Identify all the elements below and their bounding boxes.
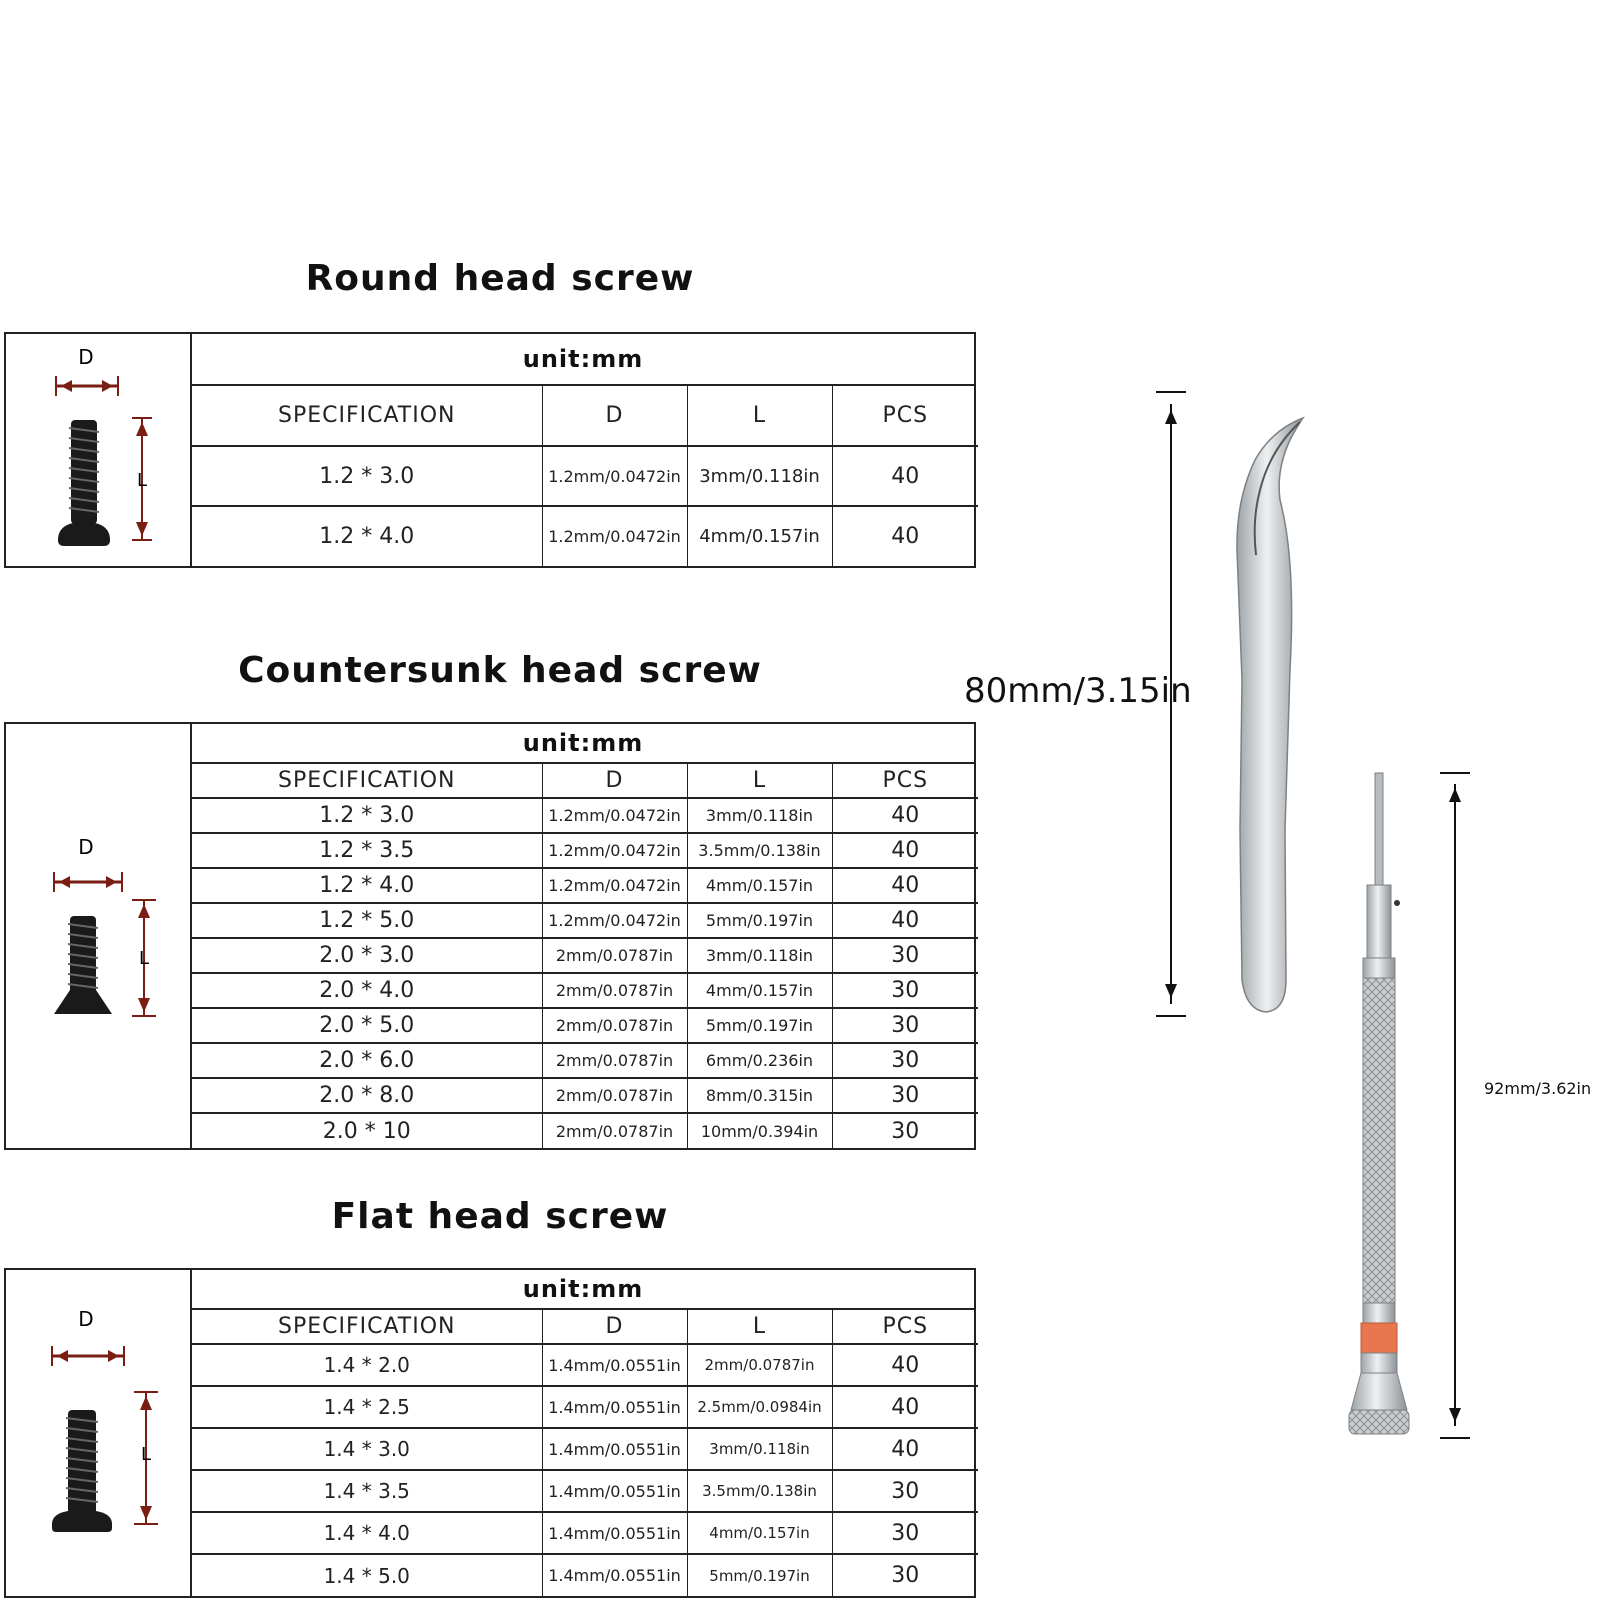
cell-d: 2mm/0.0787in xyxy=(542,1113,687,1148)
screw-diagram-round xyxy=(6,334,192,566)
cell-l: 4mm/0.157in xyxy=(687,1512,832,1554)
cell-pcs: 30 xyxy=(832,938,978,973)
cell-spec: 1.2 * 3.0 xyxy=(192,446,542,506)
cell-l: 3mm/0.118in xyxy=(687,938,832,973)
diameter-label: D xyxy=(78,345,94,369)
cell-d: 1.2mm/0.0472in xyxy=(542,506,687,566)
cell-d: 1.2mm/0.0472in xyxy=(542,903,687,938)
screwdriver-dimension-line xyxy=(1440,773,1470,1438)
table-header-row xyxy=(192,1310,978,1344)
cell-spec: 2.0 * 10 xyxy=(192,1113,542,1148)
length-label: L xyxy=(140,1444,152,1465)
cell-pcs: 40 xyxy=(832,1344,978,1386)
screw-diagram-countersunk xyxy=(6,724,192,1148)
cell-pcs: 40 xyxy=(832,1428,978,1470)
cell-d: 2mm/0.0787in xyxy=(542,1078,687,1113)
header-d: D xyxy=(542,386,687,446)
table-row xyxy=(192,506,978,566)
cell-l: 4mm/0.157in xyxy=(687,868,832,903)
tweezers-length-label: 80mm/3.15in xyxy=(964,671,1192,711)
cell-d: 1.2mm/0.0472in xyxy=(542,868,687,903)
cell-d: 1.2mm/0.0472in xyxy=(542,446,687,506)
header-d: D xyxy=(542,1310,687,1344)
cell-l: 3.5mm/0.138in xyxy=(687,833,832,868)
cell-pcs: 40 xyxy=(832,446,978,506)
table-row xyxy=(192,1078,978,1113)
cell-pcs: 30 xyxy=(832,1008,978,1043)
table-row xyxy=(192,1470,978,1512)
cell-l: 2.5mm/0.0984in xyxy=(687,1386,832,1428)
spec-table-round xyxy=(192,386,978,566)
screwdriver xyxy=(1349,773,1409,1434)
cell-l: 4mm/0.157in xyxy=(687,506,832,566)
table-row xyxy=(192,973,978,1008)
header-pcs: PCS xyxy=(832,764,978,798)
flat-head-spec-block xyxy=(4,1268,976,1598)
header-specification: SPECIFICATION xyxy=(277,403,456,428)
cell-d: 1.4mm/0.0551in xyxy=(542,1554,687,1596)
cell-spec: 1.4 * 3.0 xyxy=(192,1428,542,1470)
cell-d: 1.4mm/0.0551in xyxy=(542,1470,687,1512)
cell-d: 2mm/0.0787in xyxy=(542,973,687,1008)
cell-l: 3mm/0.118in xyxy=(687,798,832,833)
cell-spec: 1.2 * 3.0 xyxy=(192,798,542,833)
tweezers xyxy=(1237,418,1303,1012)
diameter-label: D xyxy=(78,1307,94,1331)
section-title-round: Round head screw xyxy=(305,258,695,299)
cell-pcs: 30 xyxy=(832,1043,978,1078)
header-specification: SPECIFICATION xyxy=(277,768,456,793)
table-row xyxy=(192,1113,978,1148)
cell-pcs: 30 xyxy=(832,1512,978,1554)
cell-pcs: 30 xyxy=(832,1470,978,1512)
cell-spec: 1.4 * 4.0 xyxy=(192,1512,542,1554)
cell-spec: 1.2 * 4.0 xyxy=(192,506,542,566)
round-head-spec-block xyxy=(4,332,976,568)
cell-d: 1.4mm/0.0551in xyxy=(542,1386,687,1428)
cell-l: 3.5mm/0.138in xyxy=(687,1470,832,1512)
header-specification: SPECIFICATION xyxy=(277,1314,456,1339)
cell-spec: 1.4 * 3.5 xyxy=(192,1470,542,1512)
countersunk-head-screw-icon xyxy=(6,724,192,1148)
cell-pcs: 30 xyxy=(832,973,978,1008)
cell-d: 2mm/0.0787in xyxy=(542,1008,687,1043)
unit-label: unit:mm xyxy=(192,1270,974,1310)
round-head-screw-icon xyxy=(6,334,192,566)
cell-spec: 2.0 * 3.0 xyxy=(192,938,542,973)
table-row xyxy=(192,1344,978,1386)
cell-l: 5mm/0.197in xyxy=(687,1008,832,1043)
length-label: L xyxy=(136,470,148,491)
screw-diagram-flat xyxy=(6,1270,192,1596)
diameter-label: D xyxy=(78,835,94,859)
header-l: L xyxy=(687,386,832,446)
cell-spec: 1.4 * 5.0 xyxy=(192,1554,542,1596)
cell-spec: 1.4 * 2.5 xyxy=(192,1386,542,1428)
cell-pcs: 40 xyxy=(832,1386,978,1428)
section-title-countersunk: Countersunk head screw xyxy=(238,650,762,691)
cell-d: 2mm/0.0787in xyxy=(542,1043,687,1078)
cell-spec: 2.0 * 4.0 xyxy=(192,973,542,1008)
tools-illustration xyxy=(960,380,1600,1460)
table-row xyxy=(192,903,978,938)
cell-spec: 1.2 * 4.0 xyxy=(192,868,542,903)
table-row xyxy=(192,798,978,833)
spec-table-flat xyxy=(192,1310,978,1596)
cell-spec: 2.0 * 6.0 xyxy=(192,1043,542,1078)
cell-pcs: 30 xyxy=(832,1078,978,1113)
cell-d: 1.4mm/0.0551in xyxy=(542,1512,687,1554)
table-row xyxy=(192,1008,978,1043)
screwdriver-length-label: 92mm/3.62in xyxy=(1484,1079,1592,1098)
cell-l: 6mm/0.236in xyxy=(687,1043,832,1078)
cell-pcs: 40 xyxy=(832,798,978,833)
cell-l: 8mm/0.315in xyxy=(687,1078,832,1113)
table-row xyxy=(192,1043,978,1078)
cell-l: 3mm/0.118in xyxy=(687,446,832,506)
cell-pcs: 40 xyxy=(832,833,978,868)
spec-table-countersunk xyxy=(192,764,978,1148)
cell-pcs: 40 xyxy=(832,868,978,903)
header-d: D xyxy=(542,764,687,798)
cell-pcs: 40 xyxy=(832,506,978,566)
cell-spec: 2.0 * 8.0 xyxy=(192,1078,542,1113)
table-row xyxy=(192,868,978,903)
header-l: L xyxy=(687,1310,832,1344)
table-row xyxy=(192,938,978,973)
cell-d: 2mm/0.0787in xyxy=(542,938,687,973)
cell-spec: 1.2 * 5.0 xyxy=(192,903,542,938)
cell-spec: 1.4 * 2.0 xyxy=(192,1344,542,1386)
cell-pcs: 30 xyxy=(832,1554,978,1596)
flat-head-screw-icon xyxy=(6,1270,192,1596)
unit-label: unit:mm xyxy=(192,724,974,764)
countersunk-head-spec-block xyxy=(4,722,976,1150)
cell-l: 5mm/0.197in xyxy=(687,903,832,938)
cell-d: 1.4mm/0.0551in xyxy=(542,1428,687,1470)
table-row xyxy=(192,1428,978,1470)
header-pcs: PCS xyxy=(832,1310,978,1344)
section-title-flat: Flat head screw xyxy=(331,1196,669,1237)
table-row xyxy=(192,833,978,868)
cell-l: 4mm/0.157in xyxy=(687,973,832,1008)
unit-label: unit:mm xyxy=(192,334,974,386)
cell-pcs: 40 xyxy=(832,903,978,938)
table-row xyxy=(192,1512,978,1554)
cell-l: 2mm/0.0787in xyxy=(687,1344,832,1386)
cell-d: 1.2mm/0.0472in xyxy=(542,833,687,868)
table-row xyxy=(192,446,978,506)
table-header-row xyxy=(192,764,978,798)
cell-d: 1.4mm/0.0551in xyxy=(542,1344,687,1386)
cell-l: 5mm/0.197in xyxy=(687,1554,832,1596)
length-label: L xyxy=(138,948,150,969)
cell-pcs: 30 xyxy=(832,1113,978,1148)
tools-drawing xyxy=(960,380,1600,1460)
table-header-row xyxy=(192,386,978,446)
cell-d: 1.2mm/0.0472in xyxy=(542,798,687,833)
cell-l: 10mm/0.394in xyxy=(687,1113,832,1148)
header-l: L xyxy=(687,764,832,798)
cell-spec: 1.2 * 3.5 xyxy=(192,833,542,868)
table-row xyxy=(192,1386,978,1428)
header-pcs: PCS xyxy=(832,386,978,446)
table-row xyxy=(192,1554,978,1596)
cell-l: 3mm/0.118in xyxy=(687,1428,832,1470)
cell-spec: 2.0 * 5.0 xyxy=(192,1008,542,1043)
